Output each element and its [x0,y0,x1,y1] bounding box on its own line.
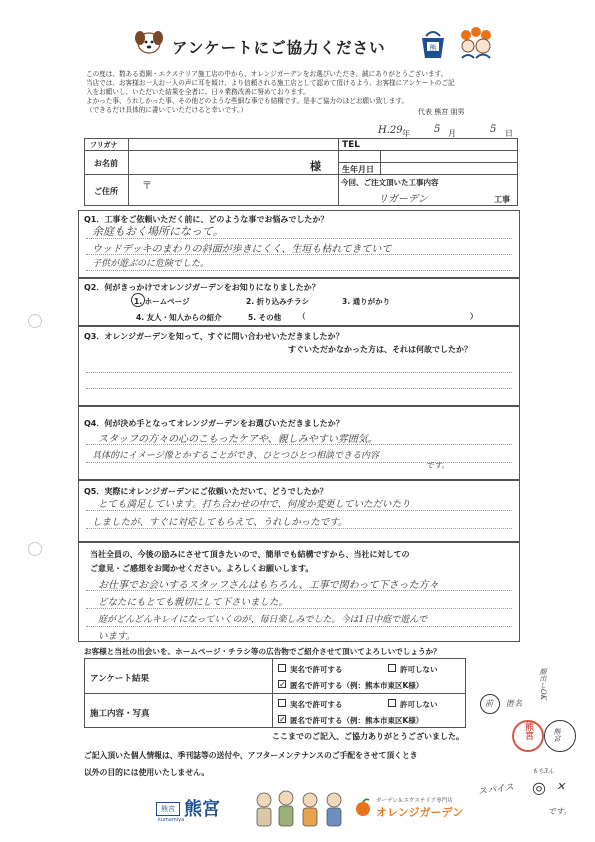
side-note: 前 [485,699,493,708]
consent-option-real-name: 実名で許可する [290,665,343,674]
consent-checkbox-anonymous[interactable]: ✓ [279,715,286,724]
company-name: 熊宮 [184,799,220,820]
consent-checkbox-deny[interactable] [388,699,396,707]
q2-option-homepage[interactable]: 1. ホームページ [134,297,190,306]
name-stamp [512,720,544,752]
work-suffix: 工事 [494,195,510,204]
furigana-label: フリガナ [90,141,118,149]
tel-field[interactable] [382,139,516,150]
tel-label: TEL [342,140,361,150]
company-logo [156,795,246,825]
q2-option-referral[interactable]: 4. 友人・知人からの紹介 [136,313,222,322]
q4-answer-line: スタッフの方々の心のこもったケアや、親しみやすい雰囲気。 [98,434,378,445]
consent-option-real-name: 実名で許可する [290,700,343,709]
consent-option-deny: 許可しない [400,700,438,709]
intro-line: この度は、数ある造園・エクステリア施工店の中から、オレンジガーデンをお選びいただき、誠にありがとうございます。 [86,70,448,78]
shrine-logo-icon [418,26,448,60]
side-note: 匿名 [506,699,522,708]
bottom-note: スパイス [477,782,515,798]
name-field[interactable] [130,151,336,173]
q2-option-other[interactable]: 5. その他 [248,313,282,322]
intro-line: （できるだけ具体的に書いていただけると幸いです。） [86,106,248,114]
circle-mark: ◎ [532,778,546,797]
q1-title: Q1．工事をご依頼いただく前に、どのような事でお悩みでしたか？ [84,215,329,224]
q2-option-passing[interactable]: 3. 通りがかり [342,297,391,306]
intro-line: 当店では、お客様お一人お一人の声に耳を傾け、より信頼される施工店として認めて頂けるよう、お客様にアンケートのご記 [86,79,455,87]
svg-text:熊: 熊 [429,44,437,52]
stamp-text: 熊宮 [523,722,533,740]
consent-option-anonymous: 匿名で許可する（例：熊本市東区K様） [290,681,424,690]
intro-line: よかった事、うれしかった事、その他どのような些細な事でも結構です。是非ご協力のほどお願い致します。 [86,97,409,105]
q2-title: Q2．何がきっかけでオレンジガーデンをお知りになりましたか？ [84,283,320,292]
family-mascot-icon [456,26,496,60]
consent-option-deny: 許可しない [400,665,438,674]
postal-mark: 〒 [142,181,152,192]
brand-box: 熊宮 [156,802,180,816]
intro-line: 入をお願いし、いただいた結果を全者に、日々業務改善に努めております。 [86,88,310,96]
q1-answer-line: ウッドデッキのまわりの斜面が歩きにくく、生垣も枯れてきていて [92,244,392,255]
cross-mark: ✕ [556,780,566,793]
paren-open: （ [298,312,306,321]
q5-answer-line: とても満足しています。打ち合わせの中で、何度か変更していただいたり [98,499,411,510]
feedback-intro-line: ご意見・ご感想をお聞かせください。よろしくお願いします。 [90,564,314,573]
q4-title: Q4．何が決め手となってオレンジガーデンをお選びいただきましたか？ [84,419,344,428]
q5-answer-line: しましたが、すぐに対応してもらえて、うれしかったです。 [92,517,348,528]
consent-checkbox-anonymous[interactable]: ✓ [279,680,286,689]
year-label: 年 [402,129,410,138]
consent-checkbox-real-name[interactable] [278,699,286,707]
address-field[interactable] [130,175,336,205]
privacy-line: 以外の目的には使用いたしません。 [84,768,210,777]
shop-tagline: ガーデン＆エクステリア専門店 [376,798,453,804]
company-romaji: kumamiya [158,817,185,823]
q1-answer-line: 余庭もおく場所になって。 [92,225,224,238]
consent-checkbox-deny[interactable] [388,664,396,672]
punch-hole [28,542,42,556]
feedback-answer-line: どなたにもとても親切にして下さいました。 [98,597,289,608]
q5-title: Q5．実際にオレンジガーデンにご依頼いただいて、どうでしたか？ [84,487,328,496]
consent-row-label: アンケート結果 [90,674,149,684]
date-month: 5 [434,124,441,135]
privacy-line: ご記入頂いた個人情報は、季刊誌等の送付や、アフターメンテナンスのご手配をさせて頂くとき [84,751,418,760]
work-value: リガーデン [378,194,428,205]
q3-title: Q3．オレンジガーデンを知って、すぐに問い合わせいただきましたか？ [84,332,344,341]
consent-option-anonymous: 匿名で許可する（例：熊本市東区K様） [290,716,424,725]
staff-illustration-icon [252,788,352,828]
name-label: お名前 [94,159,118,168]
page-title: アンケートにご協力ください [172,39,386,57]
date-era: H.29 [378,125,403,136]
feedback-answer-line: お仕事でお会いするスタッフさんはもちろん、工事で関わって下さった方々 [98,580,439,591]
feedback-intro-line: 当社全員の、今後の励みにさせて頂きたいので、簡単でも結構ですから、当社に対しての [90,550,410,559]
dog-mascot-icon [132,26,166,56]
orange-garden-logo-icon [354,798,372,818]
bottom-note: もち3ん [532,768,554,775]
consent-row-label: 施工内容・写真 [90,709,150,719]
photo-ok-note: 顔出しOK [539,668,547,700]
q4-answer-line: 具体的にイメージ像とかすることができ、ひとつひとつ相談できる内容 [92,451,380,461]
thanks-message: ここまでのご記入、ご協力ありがとうございました。 [272,732,464,741]
bottom-note: です。 [548,807,572,816]
side-note: 熊宮 [553,728,561,742]
feedback-answer-line: います。 [98,631,136,642]
paren-close: ） [470,312,478,321]
q3-subtitle: すぐいただかなかった方は、それは何故でしたか？ [288,345,472,354]
work-label: 今回、ご注文頂いた工事内容 [341,178,439,187]
consent-checkbox-real-name[interactable] [278,664,286,672]
shop-name: オレンジガーデン [376,806,464,819]
representative-signature: 代表 熊宮 朋男 [418,108,465,116]
punch-hole [28,314,42,328]
q1-answer-line: 子供が遊ぶのに危険でした。 [92,259,210,269]
consent-title: お客様と当社の出会いを、ホームページ・チラシ等の広告物でご紹介させて頂いてよろしいでしょうか？ [84,647,441,656]
birth-field[interactable] [382,163,516,174]
address-label: ご住所 [94,187,118,196]
day-label: 日 [505,129,513,138]
month-label: 月 [448,129,456,138]
date-day: 5 [490,124,497,135]
q2-option-flyer[interactable]: 2. 折り込みチラシ [246,297,310,306]
name-suffix: 様 [310,160,321,173]
birth-label: 生年月日 [342,165,374,174]
feedback-answer-line: 庭がどんどんキレイになっていくのが、毎日楽しみでした。今は1日中庭で遊んで [98,615,428,625]
q4-answer-line: です。 [426,461,450,470]
